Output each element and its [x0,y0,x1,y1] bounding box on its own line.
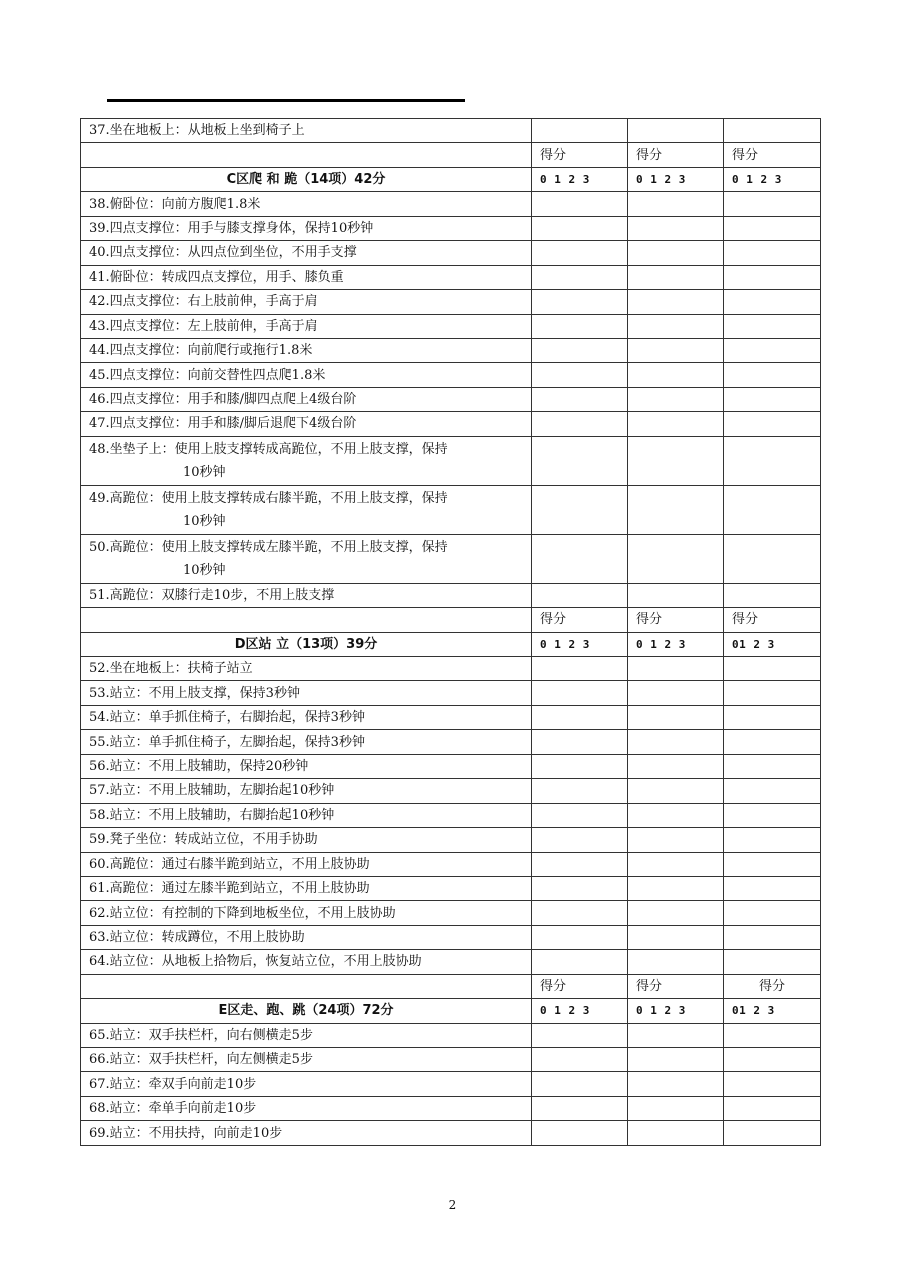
page-number: 2 [448,1198,457,1212]
score-cell[interactable] [628,1023,724,1047]
score-cell[interactable] [628,290,724,314]
score-cell[interactable] [532,119,628,143]
item-text: 54.站立：单手抓住椅子，右脚抬起，保持3秒钟 [89,710,365,726]
score-header-label: 得分 [532,143,628,167]
item-row [81,192,821,216]
item-row [81,534,821,583]
item-description [81,657,532,681]
score-cell[interactable] [724,1121,821,1145]
score-scale: 0 1 2 3 [532,999,628,1023]
score-cell[interactable] [628,583,724,607]
score-cell[interactable] [628,657,724,681]
score-cell[interactable] [532,730,628,754]
item-text: 63.站立位：转成蹲位，不用上肢协助 [89,930,305,946]
score-header-label: 得分 [724,974,821,998]
score-cell[interactable] [532,436,628,485]
item-description [81,1048,532,1072]
item-text: 64.站立位：从地板上拾物后，恢复站立位，不用上肢协助 [89,954,422,970]
score-cell[interactable] [628,925,724,949]
item-row [81,1121,821,1145]
score-scale: 01 2 3 [724,632,821,656]
assessment-table [80,118,821,1146]
score-cell[interactable] [724,412,821,436]
score-cell[interactable] [724,876,821,900]
item-text: 66.站立：双手扶栏杆，向左侧横走5步 [89,1052,313,1068]
item-text: 67.站立：牵双手向前走10步 [89,1076,257,1092]
score-cell[interactable] [532,950,628,974]
score-cell[interactable] [628,387,724,411]
item-row [81,754,821,778]
score-cell[interactable] [532,779,628,803]
score-header-row [81,608,821,632]
score-cell[interactable] [724,241,821,265]
score-header-blank [81,608,532,632]
score-cell[interactable] [724,534,821,583]
score-cell[interactable] [628,192,724,216]
score-cell[interactable] [532,290,628,314]
item-row [81,828,821,852]
score-cell[interactable] [628,412,724,436]
score-cell[interactable] [532,387,628,411]
score-cell[interactable] [532,241,628,265]
header-rule [107,99,465,102]
score-cell[interactable] [724,803,821,827]
item-description [81,338,532,362]
item-description [81,119,532,143]
item-text-continuation: 10秒钟 [183,513,226,529]
item-description [81,363,532,387]
score-scale: 0 1 2 3 [628,632,724,656]
item-row [81,265,821,289]
score-cell[interactable] [724,387,821,411]
item-description [81,681,532,705]
score-cell[interactable] [724,290,821,314]
score-scale: 0 1 2 3 [532,632,628,656]
item-text: 46.四点支撑位：用手和膝/脚四点爬上4级台阶 [89,392,357,408]
item-row [81,1072,821,1096]
item-row [81,657,821,681]
score-cell[interactable] [628,119,724,143]
score-cell[interactable] [532,1048,628,1072]
item-row [81,436,821,485]
item-description [81,754,532,778]
score-cell[interactable] [628,828,724,852]
score-cell[interactable] [628,265,724,289]
item-text: 68.站立：牵单手向前走10步 [89,1101,257,1117]
item-text: 41.俯卧位：转成四点支撑位，用手、膝负重 [89,269,344,285]
item-text: 61.高跪位：通过左膝半跪到站立，不用上肢协助 [89,881,370,897]
item-row [81,876,821,900]
item-description [81,950,532,974]
item-description [81,265,532,289]
score-cell[interactable] [532,1072,628,1096]
score-cell[interactable] [532,338,628,362]
item-text: 42.四点支撑位：右上肢前伸，手高于肩 [89,294,318,310]
score-cell[interactable] [532,657,628,681]
item-text: 65.站立：双手扶栏杆，向右侧横走5步 [89,1027,313,1043]
item-description [81,1072,532,1096]
item-description [81,314,532,338]
item-text: 69.站立：不用扶持，向前走10步 [89,1125,283,1141]
score-cell[interactable] [532,265,628,289]
score-cell[interactable] [532,754,628,778]
score-cell[interactable] [724,485,821,534]
score-cell[interactable] [628,363,724,387]
score-cell[interactable] [628,681,724,705]
item-text: 58.站立：不用上肢辅助，右脚抬起10秒钟 [89,807,335,823]
score-cell[interactable] [628,534,724,583]
score-header-label: 得分 [628,143,724,167]
item-text: 49.高跪位：使用上肢支撑转成右膝半跪，不用上肢支撑，保持 [89,490,448,506]
item-text: 50.高跪位：使用上肢支撑转成左膝半跪，不用上肢支撑，保持 [89,539,448,555]
score-scale: 0 1 2 3 [628,167,724,191]
item-row [81,901,821,925]
score-cell[interactable] [724,828,821,852]
item-description [81,1096,532,1120]
score-cell[interactable] [532,363,628,387]
item-row [81,241,821,265]
score-scale: 01 2 3 [724,999,821,1023]
score-cell[interactable] [532,1023,628,1047]
score-cell[interactable] [724,705,821,729]
item-row [81,1096,821,1120]
score-cell[interactable] [724,265,821,289]
item-text: 48.坐垫子上：使用上肢支撑转成高跪位，不用上肢支撑，保持 [89,441,448,457]
item-row [81,583,821,607]
assessment-table-body [81,119,821,1146]
section-header-row [81,999,821,1023]
score-cell[interactable] [628,852,724,876]
score-cell[interactable] [628,338,724,362]
score-cell[interactable] [724,779,821,803]
score-cell[interactable] [628,314,724,338]
item-row [81,1023,821,1047]
item-description [81,485,532,534]
score-cell[interactable] [724,338,821,362]
score-cell[interactable] [628,485,724,534]
score-cell[interactable] [532,485,628,534]
score-cell[interactable] [628,803,724,827]
score-header-label: 得分 [724,608,821,632]
item-text: 40.四点支撑位：从四点位到坐位，不用手支撑 [89,245,357,261]
item-row [81,363,821,387]
item-description [81,779,532,803]
item-description [81,901,532,925]
section-title: D区站 立（13项）39分 [81,632,532,656]
score-cell[interactable] [724,950,821,974]
item-text: 43.四点支撑位：左上肢前伸，手高于肩 [89,318,318,334]
score-cell[interactable] [628,876,724,900]
item-row [81,338,821,362]
score-cell[interactable] [724,192,821,216]
score-header-row [81,143,821,167]
score-cell[interactable] [628,216,724,240]
score-cell[interactable] [724,925,821,949]
score-cell[interactable] [532,901,628,925]
item-row [81,387,821,411]
item-description [81,387,532,411]
score-cell[interactable] [724,754,821,778]
item-row [81,779,821,803]
item-text-continuation: 10秒钟 [183,562,226,578]
section-header-row [81,167,821,191]
item-description [81,852,532,876]
item-description [81,192,532,216]
item-row [81,1048,821,1072]
score-header-blank [81,143,532,167]
score-cell[interactable] [628,730,724,754]
score-cell[interactable] [532,705,628,729]
item-description [81,412,532,436]
item-row [81,852,821,876]
item-description [81,534,532,583]
score-cell[interactable] [532,925,628,949]
item-text: 57.站立：不用上肢辅助，左脚抬起10秒钟 [89,783,335,799]
item-description [81,241,532,265]
score-cell[interactable] [628,1048,724,1072]
score-cell[interactable] [724,314,821,338]
score-header-row [81,974,821,998]
item-row [81,705,821,729]
item-text: 38.俯卧位：向前方腹爬1.8米 [89,196,261,212]
item-description [81,1121,532,1145]
item-text-continuation: 10秒钟 [183,464,226,480]
score-cell[interactable] [724,216,821,240]
score-cell[interactable] [628,436,724,485]
item-description [81,583,532,607]
score-cell[interactable] [532,412,628,436]
score-cell[interactable] [628,1121,724,1145]
score-cell[interactable] [532,314,628,338]
score-header-label: 得分 [532,974,628,998]
score-cell[interactable] [532,216,628,240]
score-cell[interactable] [532,876,628,900]
item-row [81,950,821,974]
item-row [81,119,821,143]
score-header-label: 得分 [724,143,821,167]
item-text: 55.站立：单手抓住椅子，左脚抬起，保持3秒钟 [89,734,365,750]
score-cell[interactable] [724,681,821,705]
score-cell[interactable] [724,1023,821,1047]
score-cell[interactable] [532,1121,628,1145]
item-row [81,485,821,534]
item-text: 39.四点支撑位：用手与膝支撑身体，保持10秒钟 [89,220,374,236]
score-cell[interactable] [628,754,724,778]
item-text: 44.四点支撑位：向前爬行或拖行1.8米 [89,343,313,359]
score-header-blank [81,974,532,998]
item-description [81,290,532,314]
score-cell[interactable] [724,436,821,485]
score-cell[interactable] [532,583,628,607]
score-cell[interactable] [724,657,821,681]
item-row [81,314,821,338]
score-cell[interactable] [532,803,628,827]
item-text: 62.站立位：有控制的下降到地板坐位，不用上肢协助 [89,905,396,921]
item-description [81,730,532,754]
item-description [81,1023,532,1047]
score-cell[interactable] [628,901,724,925]
item-description [81,436,532,485]
score-header-label: 得分 [628,974,724,998]
section-title: C区爬 和 跪（14项）42分 [81,167,532,191]
item-description [81,925,532,949]
score-cell[interactable] [724,730,821,754]
item-description [81,705,532,729]
item-text: 52.坐在地板上：扶椅子站立 [89,661,253,677]
score-cell[interactable] [628,1072,724,1096]
score-cell[interactable] [628,950,724,974]
score-cell[interactable] [532,1096,628,1120]
item-row [81,730,821,754]
score-scale: 0 1 2 3 [724,167,821,191]
score-header-label: 得分 [628,608,724,632]
section-title: E区走、跑、跳（24项）72分 [81,999,532,1023]
score-scale: 0 1 2 3 [532,167,628,191]
item-row [81,412,821,436]
score-cell[interactable] [628,779,724,803]
score-cell[interactable] [628,1096,724,1120]
score-cell[interactable] [724,119,821,143]
item-row [81,803,821,827]
score-cell[interactable] [724,901,821,925]
score-cell[interactable] [724,852,821,876]
score-cell[interactable] [532,681,628,705]
score-cell[interactable] [532,192,628,216]
item-text: 51.高跪位：双膝行走10步，不用上肢支撑 [89,587,335,603]
score-cell[interactable] [532,534,628,583]
item-text: 47.四点支撑位：用手和膝/脚后退爬下4级台阶 [89,416,357,432]
score-cell[interactable] [724,1096,821,1120]
item-row [81,925,821,949]
item-text: 45.四点支撑位：向前交替性四点爬1.8米 [89,367,326,383]
score-cell[interactable] [628,705,724,729]
item-text: 53.站立：不用上肢支撑，保持3秒钟 [89,685,300,701]
item-text: 59.凳子坐位：转成站立位，不用手协助 [89,832,318,848]
item-description [81,803,532,827]
score-cell[interactable] [724,583,821,607]
score-header-label: 得分 [532,608,628,632]
item-description [81,828,532,852]
item-description [81,876,532,900]
score-cell[interactable] [628,241,724,265]
item-row [81,216,821,240]
item-text: 37.坐在地板上：从地板上坐到椅子上 [89,123,305,139]
score-cell[interactable] [724,1048,821,1072]
score-scale: 0 1 2 3 [628,999,724,1023]
item-text: 56.站立：不用上肢辅助，保持20秒钟 [89,758,309,774]
item-row [81,681,821,705]
score-cell[interactable] [724,363,821,387]
score-cell[interactable] [532,828,628,852]
score-cell[interactable] [532,852,628,876]
score-cell[interactable] [724,1072,821,1096]
item-text: 60.高跪位：通过右膝半跪到站立，不用上肢协助 [89,856,370,872]
section-header-row [81,632,821,656]
item-description [81,216,532,240]
item-row [81,290,821,314]
